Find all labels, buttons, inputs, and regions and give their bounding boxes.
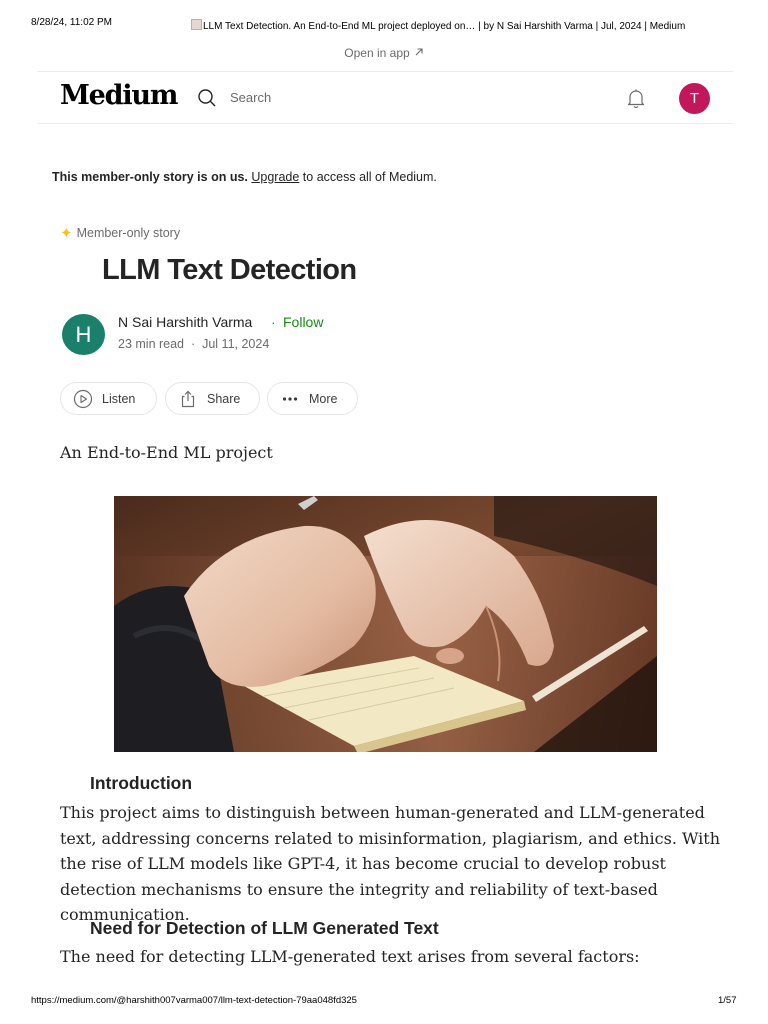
- nav-divider: [37, 123, 733, 124]
- bell-icon[interactable]: [624, 86, 648, 110]
- more-button[interactable]: [267, 382, 358, 415]
- article-title: LLM Text Detection: [102, 254, 357, 286]
- more-dots-icon: [280, 389, 300, 409]
- member-only-label: [60, 224, 180, 242]
- favicon-icon: [191, 19, 202, 30]
- author-name[interactable]: N Sai Harshith Varma: [118, 314, 253, 330]
- article-meta: [118, 337, 269, 351]
- section-heading: Introduction: [90, 773, 193, 793]
- author-avatar[interactable]: H: [62, 314, 105, 355]
- separator-dot: ·: [271, 314, 276, 330]
- top-divider: [37, 71, 733, 72]
- open-in-app-label: Open in app: [344, 46, 410, 60]
- member-banner: [52, 170, 437, 184]
- star-icon: ✦: [60, 225, 73, 242]
- listen-label: Listen: [102, 391, 136, 406]
- share-button[interactable]: [165, 382, 260, 415]
- member-banner-bold: This member-only story is on us.: [52, 170, 248, 184]
- share-label: Share: [207, 391, 241, 406]
- listen-button[interactable]: [60, 382, 157, 415]
- publish-date: Jul 11, 2024: [202, 337, 270, 351]
- print-doc-title-text: LLM Text Detection. An End-to-End ML project deployed on… | by N Sai Harshith Varma | Jul, 2024 | Medium: [203, 21, 686, 32]
- more-label: More: [309, 391, 338, 406]
- print-page-number: 1/57: [718, 995, 737, 1006]
- search-icon[interactable]: [197, 88, 217, 108]
- print-url: https://medium.com/@harshith007varma007/llm-text-detection-79aa048fd325: [31, 995, 357, 1006]
- section-heading: Need for Detection of LLM Generated Text: [90, 918, 439, 938]
- open-in-app-link[interactable]: [0, 46, 768, 60]
- member-banner-rest: to access all of Medium.: [302, 170, 437, 184]
- share-icon: [178, 389, 198, 409]
- article-subtitle: An End-to-End ML project: [60, 443, 273, 462]
- meta-dot: ·: [190, 337, 196, 351]
- user-avatar[interactable]: T: [679, 83, 710, 114]
- upgrade-link[interactable]: Upgrade: [251, 170, 300, 184]
- search-input[interactable]: [224, 85, 396, 109]
- hero-image: [114, 496, 657, 752]
- follow-button[interactable]: Follow: [283, 314, 324, 330]
- print-date: 8/28/24, 11:02 PM: [31, 17, 112, 28]
- member-only-text: Member-only story: [76, 226, 181, 240]
- section-paragraph: The need for detecting LLM-generated text arises from several factors:: [60, 947, 640, 966]
- play-icon: [73, 389, 93, 409]
- medium-logo[interactable]: Medium: [60, 80, 178, 111]
- read-time: 23 min read: [118, 337, 185, 351]
- section-paragraph: This project aims to distinguish between human-generated and LLM-generated text, addressing concerns related to misinformation, plagiarism, and ethics. With the rise of LLM models like GPT-4, it has become crucial to develop robust detection mechanisms to ensure the integrity and reliability of text-based communication.: [60, 803, 721, 924]
- print-doc-title: [191, 19, 685, 32]
- arrow-up-right-icon: [414, 46, 424, 60]
